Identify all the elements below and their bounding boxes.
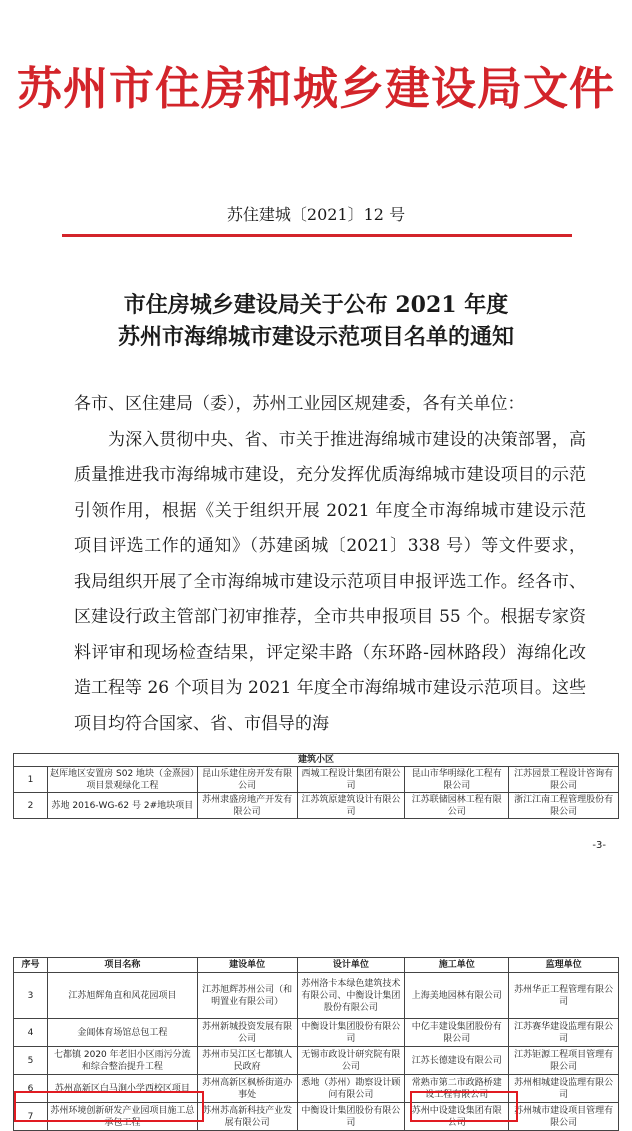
table-cell: 苏州中设建设集团有限公司 (405, 1103, 509, 1131)
column-header-contractor: 施工单位 (405, 958, 509, 973)
table-cell: 2 (14, 793, 48, 819)
table-cell: 6 (14, 1075, 48, 1103)
document-number: 苏住建城〔2021〕12 号 (226, 205, 406, 224)
table-cell: 江苏赛华建设监理有限公司 (509, 1019, 619, 1047)
table-cell: 苏州相城建设监理有限公司 (509, 1075, 619, 1103)
table-cell: 江苏联储园林工程有限公司 (405, 793, 509, 819)
table-cell: 苏州新城投资发展有限公司 (197, 1019, 297, 1047)
table-cell: 苏州高新区枫桥街道办事处 (197, 1075, 297, 1103)
document-header-title: 苏州市住房和城乡建设局文件 (16, 62, 615, 115)
table-cell: 金阊体育场馆总包工程 (47, 1019, 197, 1047)
table-cell: 浙江江南工程管理股份有限公司 (509, 793, 619, 819)
notice-title-line2: 苏州市海绵城市建设示范项目名单的通知 (117, 324, 514, 350)
table-cell: 西城工程设计集团有限公司 (297, 767, 405, 793)
table-cell: 3 (14, 973, 48, 1019)
table-cell: 悉地（苏州）勘察设计顾问有限公司 (297, 1075, 405, 1103)
table-cell: 无锡市政设计研究院有限公司 (297, 1047, 405, 1075)
table-cell: 江苏园景工程设计咨询有限公司 (509, 767, 619, 793)
table-cell: 苏州苏高新科技产业发展有限公司 (197, 1103, 297, 1131)
salutation: 各市、区住建局（委），苏州工业园区规建委，各有关单位： (74, 394, 525, 414)
highlight-box-project-name (14, 1091, 204, 1122)
table-cell: 中亿丰建设集团股份有限公司 (405, 1019, 509, 1047)
page-number: -3- (592, 840, 606, 851)
table-cell: 上海美地园林有限公司 (405, 973, 509, 1019)
body-paragraph: 为深入贯彻中央、省、市关于推进海绵城市建设的决策部署，高质量推进我市海绵城市建设，充分发挥优质海绵城市建设项目的示范引领作用，根据《关于组织开展 2021 年度全市海绵城市建设示范项目评选工作的通知》（苏建函城〔2021〕338 号）等文件要求，我局组织开展了全市海绵城市建设示范项目申报评选工作。经各市、区建设行政主管部门初审推荐，全市共申报项目 55 个。根据专家资料评审和现场检查结果，评定梁丰路（东环路-园林路段）海绵化改造工程等 26 个项目为 2021 年度全市海绵城市建设示范项目。这些项目均符合国家、省、市倡导的海 (74, 429, 586, 734)
table-cell: 江苏旭辉苏州公司（和明置业有限公司） (197, 973, 297, 1019)
notice-title-line1: 市住房城乡建设局关于公布 2021 年度 (123, 292, 509, 318)
table-cell: 常熟市第二市政路桥建设工程有限公司 (405, 1075, 509, 1103)
column-header-supervisor: 监理单位 (509, 958, 619, 973)
table-cell: 江苏钜源工程项目管理有限公司 (509, 1047, 619, 1075)
table-cell: 苏州华正工程管理有限公司 (509, 973, 619, 1019)
table-cell: 4 (14, 1019, 48, 1047)
column-header-developer: 建设单位 (197, 958, 297, 973)
section-title-building-residential: 建筑小区 (14, 754, 619, 767)
table-cell: 江苏旭辉角直和风花园项目 (47, 973, 197, 1019)
table-cell: 苏州高新区白马涧小学西校区项目 (47, 1075, 197, 1103)
table-cell: 中衡设计集团股份有限公司 (297, 1103, 405, 1131)
project-table-continued (13, 753, 619, 819)
table-cell: 苏州洛卡本绿色建筑技术有限公司、中衡设计集团股份有限公司 (297, 973, 405, 1019)
table-cell: 苏州隶盛房地产开发有限公司 (197, 793, 297, 819)
highlight-box-contractor (410, 1091, 518, 1122)
column-header-project-name: 项目名称 (47, 958, 197, 973)
table-cell: 江苏筑原建筑设计有限公司 (297, 793, 405, 819)
table-cell: 昆山市华明绿化工程有限公司 (405, 767, 509, 793)
table-cell: 苏地 2016-WG-62 号 2#地块项目 (47, 793, 197, 819)
header-divider (62, 234, 572, 237)
table-cell: 1 (14, 767, 48, 793)
table-cell: 赵厍地区安置房 S02 地块（金熹园）项目景观绿化工程 (47, 767, 197, 793)
table-cell: 5 (14, 1047, 48, 1075)
table-cell: 中衡设计集团股份有限公司 (297, 1019, 405, 1047)
table-cell: 江苏长德建设有限公司 (405, 1047, 509, 1075)
table-cell: 昆山乐建住房开发有限公司 (197, 767, 297, 793)
table-cell: 苏州城市建设项目管理有限公司 (509, 1103, 619, 1131)
table-cell: 苏州环境创新研发产业园项目施工总承包工程 (47, 1103, 197, 1131)
table-cell: 七都镇 2020 年老旧小区雨污分流和综合整治提升工程 (47, 1047, 197, 1075)
column-header-designer: 设计单位 (297, 958, 405, 973)
column-header-index: 序号 (14, 958, 48, 973)
table-cell: 苏州市吴江区七都镇人民政府 (197, 1047, 297, 1075)
table-cell: 7 (14, 1103, 48, 1131)
notice-body (74, 387, 586, 742)
